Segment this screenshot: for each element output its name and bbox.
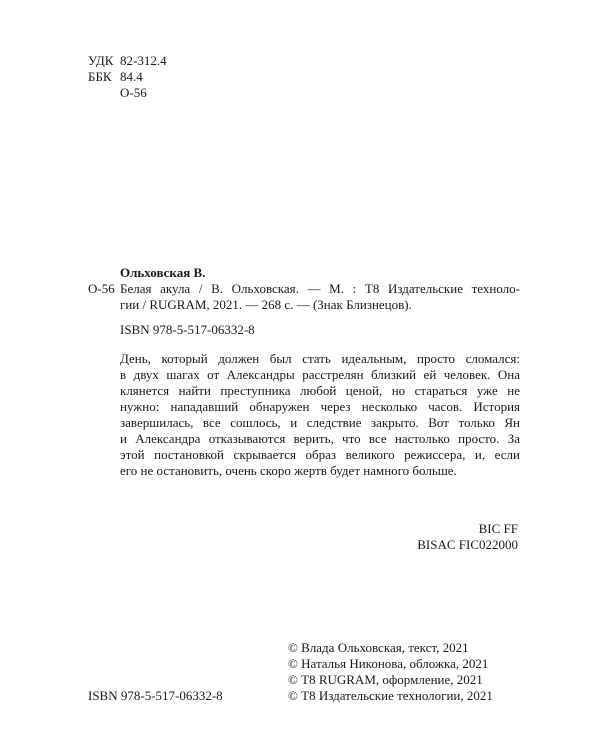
isbn-top: ISBN 978-5-517-06332-8: [120, 322, 255, 337]
bibliographic-description: [120, 281, 520, 313]
bbk-code: [88, 69, 167, 85]
copyright-line: © Т8 RUGRAM, оформление, 2021: [288, 672, 483, 687]
author-heading: Ольховская В.: [120, 265, 206, 280]
annotation: [120, 351, 520, 479]
isbn-bottom: ISBN 978-5-517-06332-8: [88, 688, 223, 703]
code-value: 82-312.4: [120, 53, 167, 68]
annotation-line: клянется найти преступника любой ценой, но стараться уже не: [120, 383, 520, 398]
bic-code: BIC FF: [478, 521, 518, 536]
udk-code: [88, 53, 167, 69]
bibliography-line: Белая акула / В. Ольховская. — М. : Т8 Издательские техноло-: [120, 281, 520, 296]
copyright-line: © Т8 Издательские технологии, 2021: [288, 688, 493, 703]
classification-codes: [88, 53, 167, 101]
annotation-line: завершилась, все сошлось, и следствие закрыто. Вот только Ян: [120, 415, 520, 430]
copyright-line: © Влада Ольховская, текст, 2021: [288, 640, 469, 655]
code-key: ББК: [88, 69, 112, 84]
code-value: О-56: [120, 85, 147, 100]
bibliography-line: гии / RUGRAM, 2021. — 268 с. — (Знак Близнецов).: [120, 297, 412, 312]
copyright-line: © Наталья Никонова, обложка, 2021: [288, 656, 489, 671]
code-key: УДК: [88, 53, 114, 68]
annotation-line: День, который должен был стать идеальным, просто сломался:: [120, 351, 520, 366]
annotation-line: в двух шагах от Александры расстрелян близкий ей человек. Она: [120, 367, 520, 382]
code-value: 84.4: [120, 69, 143, 84]
bisac-code: BISAC FIC022000: [417, 537, 518, 552]
copyright-block: [288, 640, 493, 704]
annotation-line: этой постановкой скрывается образ великого режиссера, и, если: [120, 447, 520, 462]
annotation-line: нужно: нападавший обнаружен через несколько часов. История: [120, 399, 520, 414]
author-sign-code: [88, 85, 167, 101]
annotation-line: его не остановить, очень скоро жертв будет намного больше.: [120, 463, 457, 478]
catalog-number: О-56: [88, 281, 115, 296]
annotation-line: и Александра отказываются верить, что все настолько просто. За: [120, 431, 520, 446]
